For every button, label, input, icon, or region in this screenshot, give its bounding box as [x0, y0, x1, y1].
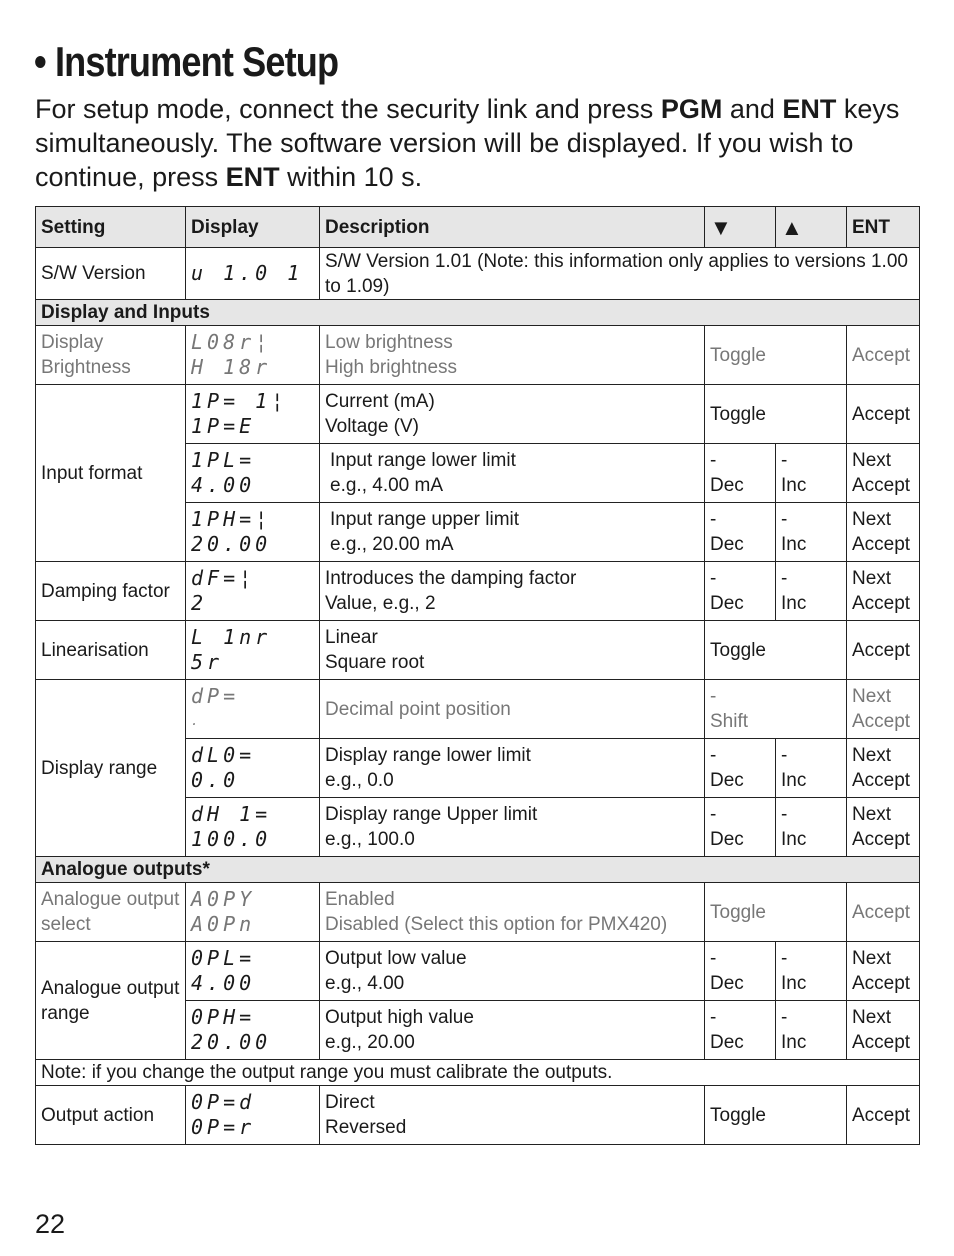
intro-text: keys simultaneously. The software version will be displayed. If you wish to continue, press: [35, 94, 900, 192]
ent-action-cell: Accept: [847, 621, 920, 680]
description-cell: [320, 326, 705, 385]
description-cell: [320, 1086, 705, 1145]
description-line: Output high value: [325, 1007, 474, 1028]
description-cell: S/W Version 1.01 (Note: this information only applies to versions 1.00 to 1.09): [320, 248, 920, 300]
description-line: Disabled (Select this option for PMX420): [325, 914, 668, 935]
pgm-key-label: PGM: [660, 94, 723, 124]
down-action-cell: [705, 444, 776, 503]
ent-action-cell: Accept: [847, 385, 920, 444]
ent-action-cell: [847, 503, 920, 562]
description-line: Output low value: [325, 948, 467, 969]
description-line: Reversed: [325, 1117, 407, 1138]
down-action-cell: [705, 562, 776, 621]
table-row: [36, 883, 920, 942]
calibration-note: Note: if you change the output range you must calibrate the outputs.: [36, 1060, 920, 1086]
description-cell: [320, 621, 705, 680]
ent-action-cell: [847, 444, 920, 503]
display-line: 0PL=: [191, 946, 256, 970]
display-line: 4.00: [191, 473, 256, 497]
section-title: Display and Inputs: [36, 300, 920, 326]
description-line: Low brightness: [325, 332, 453, 353]
page-number: 22: [35, 1209, 66, 1239]
display-line: dF=¦: [191, 566, 256, 590]
description-line: e.g., 0.0: [325, 770, 394, 791]
display-line: 0.0: [191, 768, 240, 792]
description-cell: [320, 942, 705, 1001]
action-line: Next: [852, 568, 892, 589]
intro-text: within 10 s.: [279, 162, 423, 192]
action-line: -: [781, 745, 788, 766]
key-action-cell: Toggle: [705, 883, 847, 942]
action-line: Next: [852, 509, 892, 530]
action-line: Inc: [781, 593, 807, 614]
display-line: 100.0: [191, 827, 272, 851]
display-line: 1P= 1¦: [191, 389, 288, 413]
down-action-cell: [705, 1001, 776, 1060]
ent-action-cell: Accept: [847, 326, 920, 385]
display-line: 1PL=: [191, 448, 256, 472]
display-line: dL0=: [191, 743, 256, 767]
action-line: Inc: [781, 770, 807, 791]
display-cell: [186, 444, 320, 503]
action-line: -: [781, 509, 788, 530]
display-line: 0PH=: [191, 1005, 256, 1029]
table-row: [36, 385, 920, 444]
up-action-cell: [776, 444, 847, 503]
setting-cell: Linearisation: [36, 621, 186, 680]
down-action-cell: [705, 739, 776, 798]
ent-action-cell: [847, 739, 920, 798]
key-action-cell: Toggle: [705, 326, 847, 385]
action-line: Accept: [852, 829, 911, 850]
action-line: Accept: [852, 593, 911, 614]
description-line: Voltage (V): [325, 416, 419, 437]
display-line: 2: [191, 591, 208, 615]
down-action-cell: [705, 942, 776, 1001]
action-line: Shift: [710, 711, 749, 732]
key-action-cell: Toggle: [705, 621, 847, 680]
display-line: 1PH=¦: [191, 507, 272, 531]
action-line: -: [710, 948, 717, 969]
action-line: -: [710, 1007, 717, 1028]
description-line: e.g., 20.00 mA: [330, 534, 454, 555]
setting-cell: Output action: [36, 1086, 186, 1145]
up-action-cell: [776, 503, 847, 562]
setting-cell: Analogue output range: [36, 942, 186, 1060]
display-line: 1P=E: [191, 414, 256, 438]
table-row: [36, 680, 920, 739]
description-line: Value, e.g., 2: [325, 593, 436, 614]
setup-table: [35, 206, 920, 1145]
description-line: e.g., 100.0: [325, 829, 415, 850]
action-line: Inc: [781, 973, 807, 994]
setting-cell: Input format: [36, 385, 186, 562]
header-display: Display: [186, 207, 320, 248]
display-cell: [186, 503, 320, 562]
ent-action-cell: [847, 798, 920, 857]
action-line: Accept: [852, 1032, 911, 1053]
display-cell: [186, 326, 320, 385]
display-line: 4.00: [191, 971, 256, 995]
intro-text: For setup mode, connect the security link and press: [35, 94, 661, 124]
setting-cell: Analogue output select: [36, 883, 186, 942]
display-cell: [186, 1086, 320, 1145]
setting-cell: S/W Version: [36, 248, 186, 300]
display-cell: [186, 621, 320, 680]
action-line: Next: [852, 686, 892, 707]
action-line: Dec: [710, 973, 744, 994]
key-action-cell: [705, 680, 847, 739]
down-action-cell: [705, 798, 776, 857]
intro-text: and: [722, 94, 783, 124]
display-cell: [186, 883, 320, 942]
action-line: -: [710, 568, 717, 589]
section-row: [36, 857, 920, 883]
action-line: -: [710, 509, 717, 530]
display-cell: [186, 942, 320, 1001]
action-line: Inc: [781, 1032, 807, 1053]
header-setting: Setting: [36, 207, 186, 248]
display-cell: [186, 1001, 320, 1060]
action-line: -: [710, 804, 717, 825]
description-line: Input range upper limit: [330, 509, 520, 530]
ent-action-cell: [847, 942, 920, 1001]
display-line: .: [191, 714, 203, 728]
description-line: Introduces the damping factor: [325, 568, 577, 589]
display-line: 0P=r: [191, 1115, 256, 1139]
header-down-arrow-icon: ▼: [705, 207, 776, 248]
header-description: Description: [320, 207, 705, 248]
description-cell: [320, 883, 705, 942]
display-cell: [186, 798, 320, 857]
description-cell: [320, 503, 705, 562]
description-line: e.g., 20.00: [325, 1032, 415, 1053]
display-line: 20.00: [191, 1030, 272, 1054]
setting-cell: Display range: [36, 680, 186, 857]
description-line: Square root: [325, 652, 425, 673]
action-line: Accept: [852, 711, 911, 732]
action-line: Next: [852, 948, 892, 969]
table-row: [36, 1086, 920, 1145]
description-line: Display range lower limit: [325, 745, 531, 766]
description-cell: [320, 385, 705, 444]
table-header-row: [36, 207, 920, 248]
description-cell: [320, 739, 705, 798]
ent-action-cell: [847, 680, 920, 739]
action-line: Inc: [781, 475, 807, 496]
action-line: -: [710, 745, 717, 766]
display-cell: [186, 680, 320, 739]
note-row: [36, 1060, 920, 1086]
action-line: -: [781, 1007, 788, 1028]
action-line: Dec: [710, 829, 744, 850]
description-line: High brightness: [325, 357, 458, 378]
ent-key-label: ENT: [225, 162, 280, 192]
display-line: A0Pn: [191, 912, 256, 936]
table-row: [36, 942, 920, 1001]
setting-cell: Damping factor: [36, 562, 186, 621]
action-line: Inc: [781, 829, 807, 850]
description-cell: Decimal point position: [320, 680, 705, 739]
table-row: [36, 248, 920, 300]
action-line: -: [710, 450, 717, 471]
display-cell: [186, 385, 320, 444]
up-action-cell: [776, 942, 847, 1001]
ent-action-cell: [847, 1001, 920, 1060]
action-line: Accept: [852, 770, 911, 791]
description-line: Current (mA): [325, 391, 435, 412]
table-row: [36, 562, 920, 621]
action-line: Accept: [852, 973, 911, 994]
up-action-cell: [776, 562, 847, 621]
section-title: Analogue outputs*: [36, 857, 920, 883]
header-ent: ENT: [847, 207, 920, 248]
display-cell: [186, 562, 320, 621]
display-line: 0P=d: [191, 1090, 256, 1114]
ent-action-cell: [847, 562, 920, 621]
ent-key-label: ENT: [782, 94, 837, 124]
display-line: H 18r: [191, 355, 272, 379]
table-row: [36, 621, 920, 680]
action-line: -: [710, 686, 717, 707]
action-line: Next: [852, 1007, 892, 1028]
key-action-cell: Toggle: [705, 1086, 847, 1145]
action-line: Inc: [781, 534, 807, 555]
action-line: -: [781, 948, 788, 969]
action-line: Next: [852, 804, 892, 825]
description-cell: [320, 562, 705, 621]
action-line: Dec: [710, 770, 744, 791]
action-line: Accept: [852, 475, 911, 496]
action-line: Dec: [710, 1032, 744, 1053]
header-up-arrow-icon: ▲: [776, 207, 847, 248]
page-title: • Instrument Setup: [34, 38, 339, 85]
display-line: dP=: [191, 684, 240, 708]
display-cell: [186, 739, 320, 798]
display-line: 5r: [191, 650, 224, 674]
action-line: Dec: [710, 475, 744, 496]
description-cell: [320, 444, 705, 503]
setting-cell: Display Brightness: [36, 326, 186, 385]
up-action-cell: [776, 739, 847, 798]
up-action-cell: [776, 798, 847, 857]
description-line: Enabled: [325, 889, 395, 910]
display-line: dH 1=: [191, 802, 272, 826]
key-action-cell: Toggle: [705, 385, 847, 444]
action-line: -: [781, 804, 788, 825]
action-line: -: [781, 568, 788, 589]
action-line: Next: [852, 450, 892, 471]
section-row: [36, 300, 920, 326]
description-line: e.g., 4.00 mA: [330, 475, 444, 496]
action-line: Dec: [710, 534, 744, 555]
action-line: -: [781, 450, 788, 471]
up-action-cell: [776, 1001, 847, 1060]
description-line: e.g., 4.00: [325, 973, 405, 994]
display-line: 20.00: [191, 532, 272, 556]
table-row: [36, 326, 920, 385]
description-line: Direct: [325, 1092, 375, 1113]
ent-action-cell: Accept: [847, 883, 920, 942]
description-cell: [320, 1001, 705, 1060]
description-line: Input range lower limit: [330, 450, 516, 471]
action-line: Accept: [852, 534, 911, 555]
display-cell: u 1.0 1: [186, 248, 320, 300]
display-line: L 1nr: [191, 625, 272, 649]
display-line: L08r¦: [191, 330, 272, 354]
description-cell: [320, 798, 705, 857]
description-line: Linear: [325, 627, 378, 648]
ent-action-cell: Accept: [847, 1086, 920, 1145]
intro-paragraph: [35, 92, 935, 194]
description-line: Display range Upper limit: [325, 804, 538, 825]
action-line: Next: [852, 745, 892, 766]
down-action-cell: [705, 503, 776, 562]
display-line: A0PY: [191, 887, 256, 911]
action-line: Dec: [710, 593, 744, 614]
